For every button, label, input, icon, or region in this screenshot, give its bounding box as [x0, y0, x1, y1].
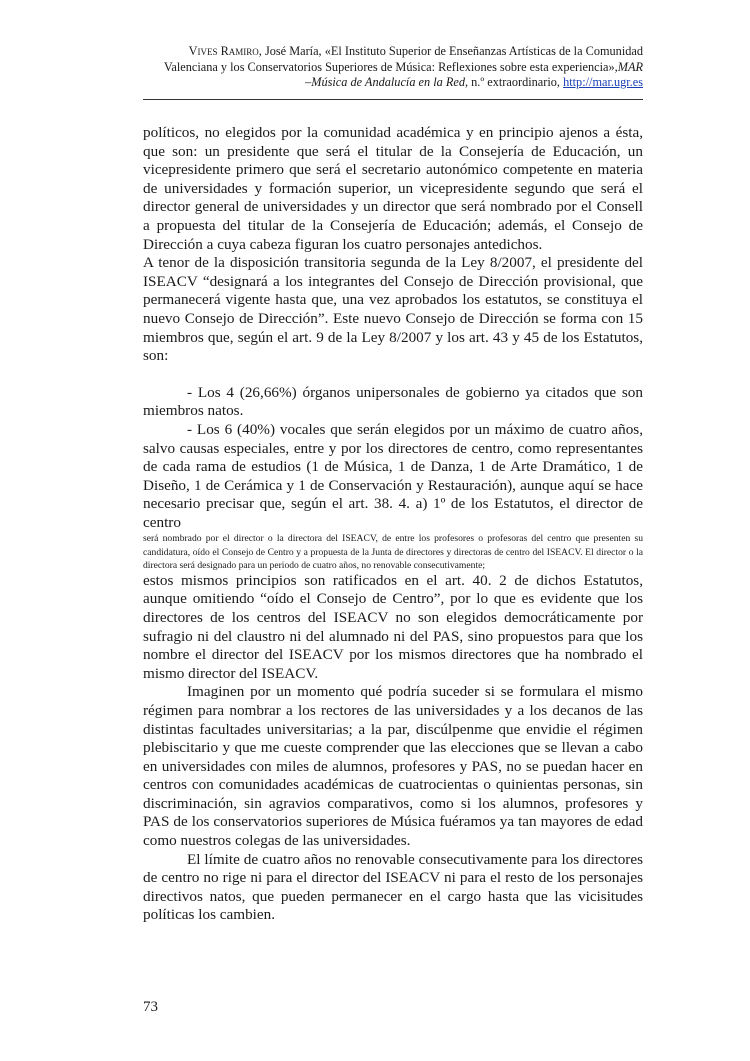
journal-short: MAR — [617, 59, 643, 74]
page-number: 73 — [143, 999, 158, 1015]
paragraph: A tenor de la disposición transitoria segunda de la Ley 8/2007, el presidente del ISEACV “designará a los integrantes del Consejo de Dirección provisional, que permanecerá vigente hasta que, una vez aprobados los estatutos, se constituya el nuevo Consejo de Dirección”. Este nuevo Consejo de Dirección se forma con 15 miembros que, según el art. 9 de la Ley 8/2007 y los art. 43 y 45 de los Estatutos, son: — [143, 254, 643, 365]
list-item: - Los 4 (26,66%) órganos unipersonales de gobierno ya citados que son miembros natos. — [143, 383, 643, 420]
paragraph: estos mismos principios son ratificados en el art. 40. 2 de dichos Estatutos, aunque omitiendo “oído el Consejo de Centro”, por lo que es evidente que los directores de los centros del ISEACV no son elegidos democráticamente por sufragio ni del claustro ni del alumnado ni del PAS, sino propuestos para que los nombre el director del ISEACV por los mismos directores que ha nombrado el mismo director del ISEACV. — [143, 571, 643, 682]
block-quote: será nombrado por el director o la directora del ISEACV, de entre los profesores o profesoras del centro que presenten su candidatura, oído el Consejo de Centro y a propuesta de la Junta de directores y directoras de centro del ISEACV. El director o la directora será designado para un periodo de cuatro años, no renovable consecutivamente; — [143, 533, 643, 571]
header-line-2 — [143, 60, 643, 76]
journal-url-link[interactable]: http://mar.ugr.es — [563, 75, 643, 89]
list-item: - Los 6 (40%) vocales que serán elegidos por un máximo de cuatro años, salvo causas especiales, entre y por los directores de centro, como representantes de cada rama de estudios (1 de Música, 1 de Danza, 1 de Arte Dramático, 1 de Diseño, 1 de Cerámica y 1 de Conservación y Restauración), aunque aquí se hace necesario precisar que, según el art. 38. 4. a) 1º de los Estatutos, el director de centro — [143, 420, 643, 531]
header-rule — [143, 99, 643, 100]
body-text — [143, 124, 643, 925]
header-citation-1: , José María, «El Instituto Superior de Enseñanzas Artísticas de la Comunidad — [258, 44, 643, 58]
running-header — [143, 44, 643, 91]
journal-full: Música de Andalucía en la Red — [311, 75, 465, 89]
header-citation-2: Valenciana y los Conservatorios Superiores de Música: Reflexiones sobre esta experiencia», — [163, 59, 618, 74]
paragraph: políticos, no elegidos por la comunidad académica y en principio ajenos a ésta, que son: un presidente que será el titular de la Consejería de Educación, un vicepresidente primero que será el secretario autonómico competente en materia de universidades y formación superior, un vicepresidente segundo que será el director general de universidades y un director que será nombrado por el Consell a propuesta del titular de la Consejería de Educación; además, el Consejo de Dirección a cuya cabeza figuran los cuatro personajes antedichos. — [143, 124, 643, 253]
header-line-1 — [143, 44, 643, 60]
author-name: Vives Ramiro — [188, 44, 259, 58]
paragraph-gap — [143, 366, 643, 384]
header-dash: – — [305, 75, 312, 89]
header-line-3 — [143, 75, 643, 91]
paragraph: Imaginen por un momento qué podría suceder si se formulara el mismo régimen para nombrar a los rectores de las universidades y a los decanos de las distintas facultades universitarias; a la par, discúlpenme que envidie el régimen plebiscitario y que me cueste comprender que las elecciones que se llevan a cabo en universidades con miles de alumnos, profesores y PAS, no se puedan hacer en centros con comunidades académicas de cuatrocientas o quinientas personas, sin discriminación, sin agravios comparativos, como si los alumnos, profesores y PAS de los conservatorios superiores de Música fuéramos ya tan mayores de edad como nuestros colegas de las universidades. — [143, 683, 643, 850]
header-issue: , n.º extraordinario, — [465, 75, 564, 89]
paragraph: El límite de cuatro años no renovable consecutivamente para los directores de centro no rige ni para el director del ISEACV ni para el resto de los personajes directivos natos, que pueden permanecer en el cargo hasta que las vicisitudes políticas los cambien. — [143, 850, 643, 924]
